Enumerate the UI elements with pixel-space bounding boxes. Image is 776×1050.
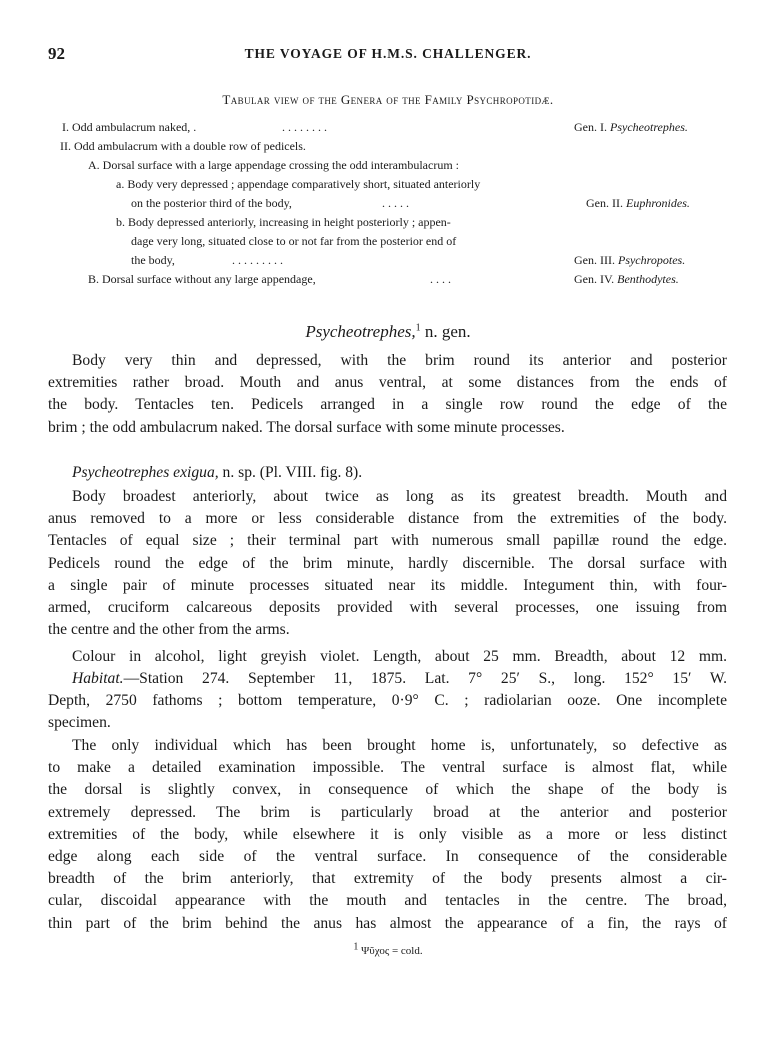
genus-name: Psychropotes. — [617, 253, 686, 267]
text-line: Colour in alcohol, light greyish violet. Length, about 25 mm. Breadth, about 12 mm. — [72, 648, 727, 665]
key-row-text: b. Body depressed anteriorly, increasing in height posteriorly ; appen- — [116, 215, 451, 229]
text-line: edge along each side of the ventral surface. In consequence of the considerable — [48, 847, 727, 865]
footnote-mark: 1 — [353, 941, 359, 953]
discussion-paragraph — [48, 735, 727, 935]
species-heading — [72, 464, 362, 482]
text-line: anus removed to a more or less considerable distance from the extremities of the body. — [48, 510, 727, 528]
text-line — [48, 668, 727, 690]
genus-heading-suffix: n. gen. — [420, 322, 471, 341]
key-row-text: on the posterior third of the body, — [131, 196, 292, 210]
text-line: The only individual which has been brought home is, unfortunately, so defective as — [72, 737, 727, 754]
key-row-1-dots — [282, 118, 327, 137]
key-row-text: I. Odd ambulacrum naked, . — [62, 120, 197, 134]
key-row-text: a. Body very depressed ; appendage comparatively short, situated anteriorly — [116, 177, 481, 191]
key-row-4 — [116, 175, 480, 194]
text-line: armed, cruciform calcareous deposits provided with several processes, one issuing from — [48, 598, 727, 616]
key-row-9-genus — [574, 270, 679, 289]
footnote — [0, 941, 776, 957]
text-line: Body very thin and depressed, with the brim round its anterior and posterior — [72, 352, 727, 369]
genus-number: Gen. I. — [574, 120, 607, 134]
genus-number: Gen. II. — [586, 196, 623, 210]
genus-heading — [0, 322, 776, 342]
habitat-paragraph — [48, 668, 727, 735]
genus-description — [48, 350, 727, 439]
habitat-label: Habitat. — [72, 670, 124, 687]
key-row-text: II. Odd ambulacrum with a double row of pedicels. — [60, 139, 306, 153]
text-line: the body. Tentacles ten. Pedicels arranged in a single row round the edge of the — [48, 396, 727, 414]
key-row-5-genus — [586, 194, 690, 213]
text-line: extremities rather broad. Mouth and anus ventral, at some distances from the ends of — [48, 374, 727, 392]
habitat-text: —Station 274. September 11, 1875. Lat. 7° 25′ S., long. 152° 15′ W. — [123, 670, 727, 687]
text-line: Tentacles of equal size ; their terminal part with numerous small papillæ round the edge. — [48, 532, 727, 550]
leader-dots: . . . . . . . . . — [232, 253, 283, 267]
species-name: Psycheotrephes exigua, — [72, 464, 219, 481]
key-row-5 — [131, 194, 292, 213]
text-line: breadth of the brim anteriorly, that extremity of the body presents almost a cir- — [48, 870, 727, 888]
key-row-1-genus — [574, 118, 688, 137]
key-row-8-dots — [232, 251, 283, 270]
text-line: specimen. — [48, 714, 111, 732]
genus-name: Benthodytes. — [617, 272, 679, 286]
text-line: extremely depressed. The brim is particularly broad at the anterior and posterior — [48, 803, 727, 821]
page-header — [48, 44, 728, 66]
key-row-3 — [88, 156, 459, 175]
text-line: cular, discoidal appearance with the mouth and tentacles in the centre. The broad, — [48, 892, 727, 910]
species-description — [48, 486, 727, 641]
key-row-8-genus — [574, 251, 685, 270]
colour-line — [48, 646, 727, 668]
species-suffix: n. sp. (Pl. VIII. fig. 8). — [218, 464, 363, 481]
footnote-text: Ψῦχος = cold. — [361, 945, 423, 957]
leader-dots: . . . . — [430, 272, 451, 286]
text-line: Body broadest anteriorly, about twice as long as its greatest breadth. Mouth and — [72, 488, 727, 505]
genus-heading-name: Psycheotrephes, — [305, 322, 416, 341]
key-row-6 — [116, 213, 451, 232]
genus-name: Psycheotrephes. — [610, 120, 688, 134]
key-row-1 — [62, 118, 196, 137]
key-row-text: A. Dorsal surface with a large appendage crossing the odd interambulacrum : — [88, 158, 459, 172]
text-line: a single pair of minute processes situated near its middle. Integument thin, with four- — [48, 576, 727, 594]
text-line: the centre and the other from the arms. — [48, 621, 290, 639]
page-number: 92 — [48, 44, 65, 63]
key-row-text: dage very long, situated close to or not far from the posterior end of — [131, 234, 457, 248]
text-line: brim ; the odd ambulacrum naked. The dorsal surface with some minute processes. — [48, 418, 565, 436]
key-row-7 — [131, 232, 456, 251]
text-line: to make a detailed examination impossible. The ventral surface is almost flat, while — [48, 759, 727, 777]
footnote-ref: 1 — [415, 322, 421, 334]
running-head: THE VOYAGE OF H.M.S. CHALLENGER. — [244, 46, 532, 61]
text-line: extremities of the body, while elsewhere it is only visible as a more or less distinct — [48, 825, 727, 843]
key-row-2 — [60, 137, 306, 156]
genus-name: Euphronides. — [625, 196, 690, 210]
key-row-5-dots — [382, 194, 409, 213]
text-line: Depth, 2750 fathoms ; bottom temperature, 0·9° C. ; radiolarian ooze. One incomplete — [48, 692, 727, 710]
text-line: Pedicels round the edge of the brim minute, hardly discernible. The dorsal surface with — [48, 554, 727, 572]
genus-number: Gen. IV. — [574, 272, 615, 286]
key-row-9 — [88, 270, 316, 289]
text-line: thin part of the brim behind the anus has almost the appearance of a fin, the rays of — [48, 914, 727, 932]
key-row-text: B. Dorsal surface without any large appendage, — [88, 272, 316, 286]
key-row-text: the body, — [131, 253, 175, 267]
key-row-9-dots — [430, 270, 451, 289]
leader-dots: . . . . . — [382, 196, 409, 210]
text-line: the dorsal is slightly convex, in consequence of which the shape of the body is — [48, 781, 727, 799]
genus-number: Gen. III. — [574, 253, 615, 267]
key-row-8 — [131, 251, 175, 270]
table-title: Tabular view of the Genera of the Family Psychropotidæ. — [222, 92, 554, 107]
leader-dots: . . . . . . . . — [282, 120, 327, 134]
